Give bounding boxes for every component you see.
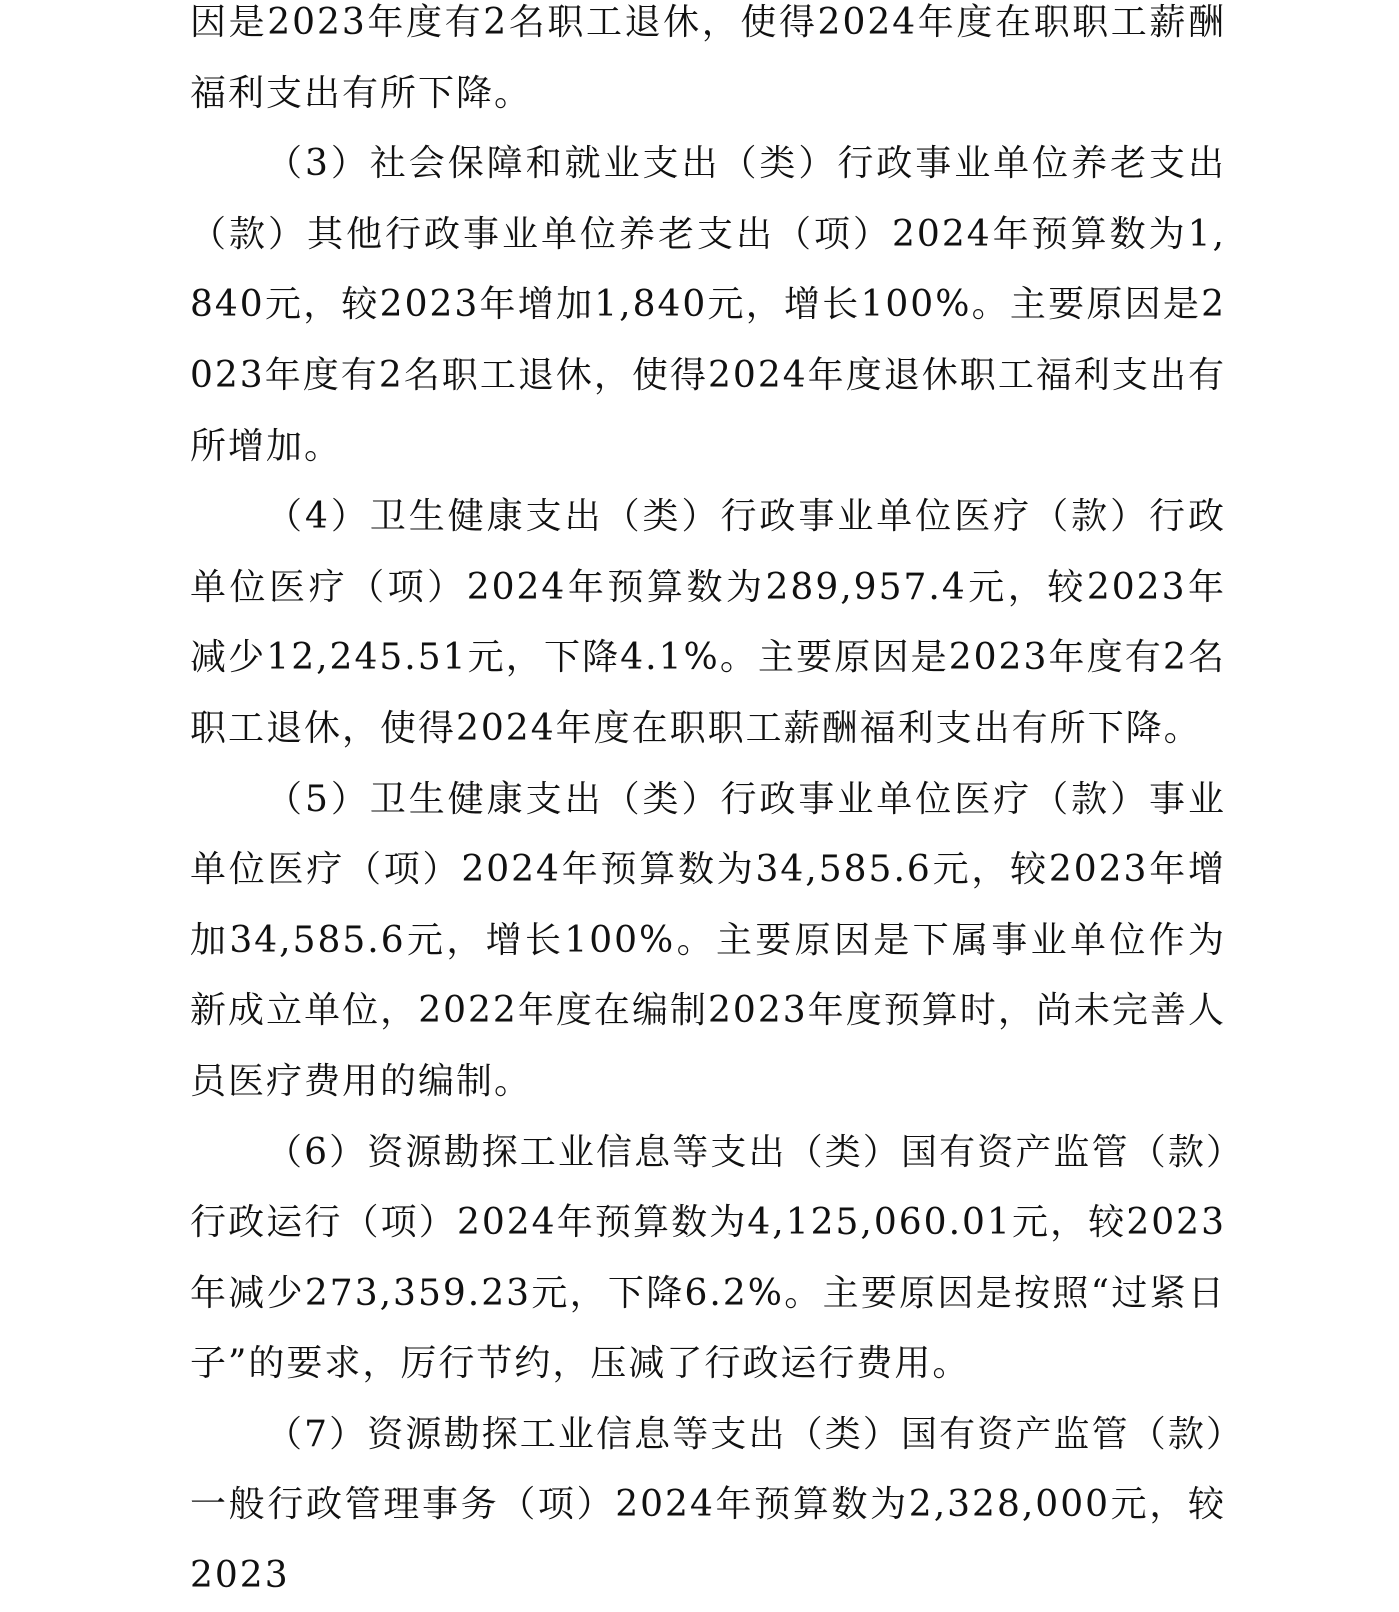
paragraph-item-3: （3）社会保障和就业支出（类）行政事业单位养老支出（款）其他行政事业单位养老支出（项）2024年预算数为1,840元，较2023年增加1,840元，增长100%。主要原因是2023年度有2名职工退休，使得2024年度退休职工福利支出有所增加。 [190,143,1226,467]
paragraph-item-4: （4）卫生健康支出（类）行政事业单位医疗（款）行政单位医疗（项）2024年预算数为289,957.4元，较2023年减少12,245.51元，下降4.1%。主要原因是2023年度有2名职工退休，使得2024年度在职职工薪酬福利支出有所下降。 [190,496,1226,749]
paragraph-item-7: （7）资源勘探工业信息等支出（类）国有资产监管（款）一般行政管理事务（项）2024年预算数为2,328,000元，较2023 [190,1413,1226,1597]
paragraph-continuation: 因是2023年度有2名职工退休，使得2024年度在职职工薪酬福利支出有所下降。 [190,2,1226,114]
paragraph-item-5: （5）卫生健康支出（类）行政事业单位医疗（款）事业单位医疗（项）2024年预算数为34,585.6元，较2023年增加34,585.6元，增长100%。主要原因是下属事业单位作为新成立单位，2022年度在编制2023年度预算时，尚未完善人员医疗费用的编制。 [190,778,1226,1102]
document-body [190,0,1226,1612]
paragraph-item-6: （6）资源勘探工业信息等支出（类）国有资产监管（款）行政运行（项）2024年预算数为4,125,060.01元，较2023年减少273,359.23元，下降6.2%。主要原因是按照“过紧日子”的要求，厉行节约，压减了行政运行费用。 [190,1131,1226,1385]
